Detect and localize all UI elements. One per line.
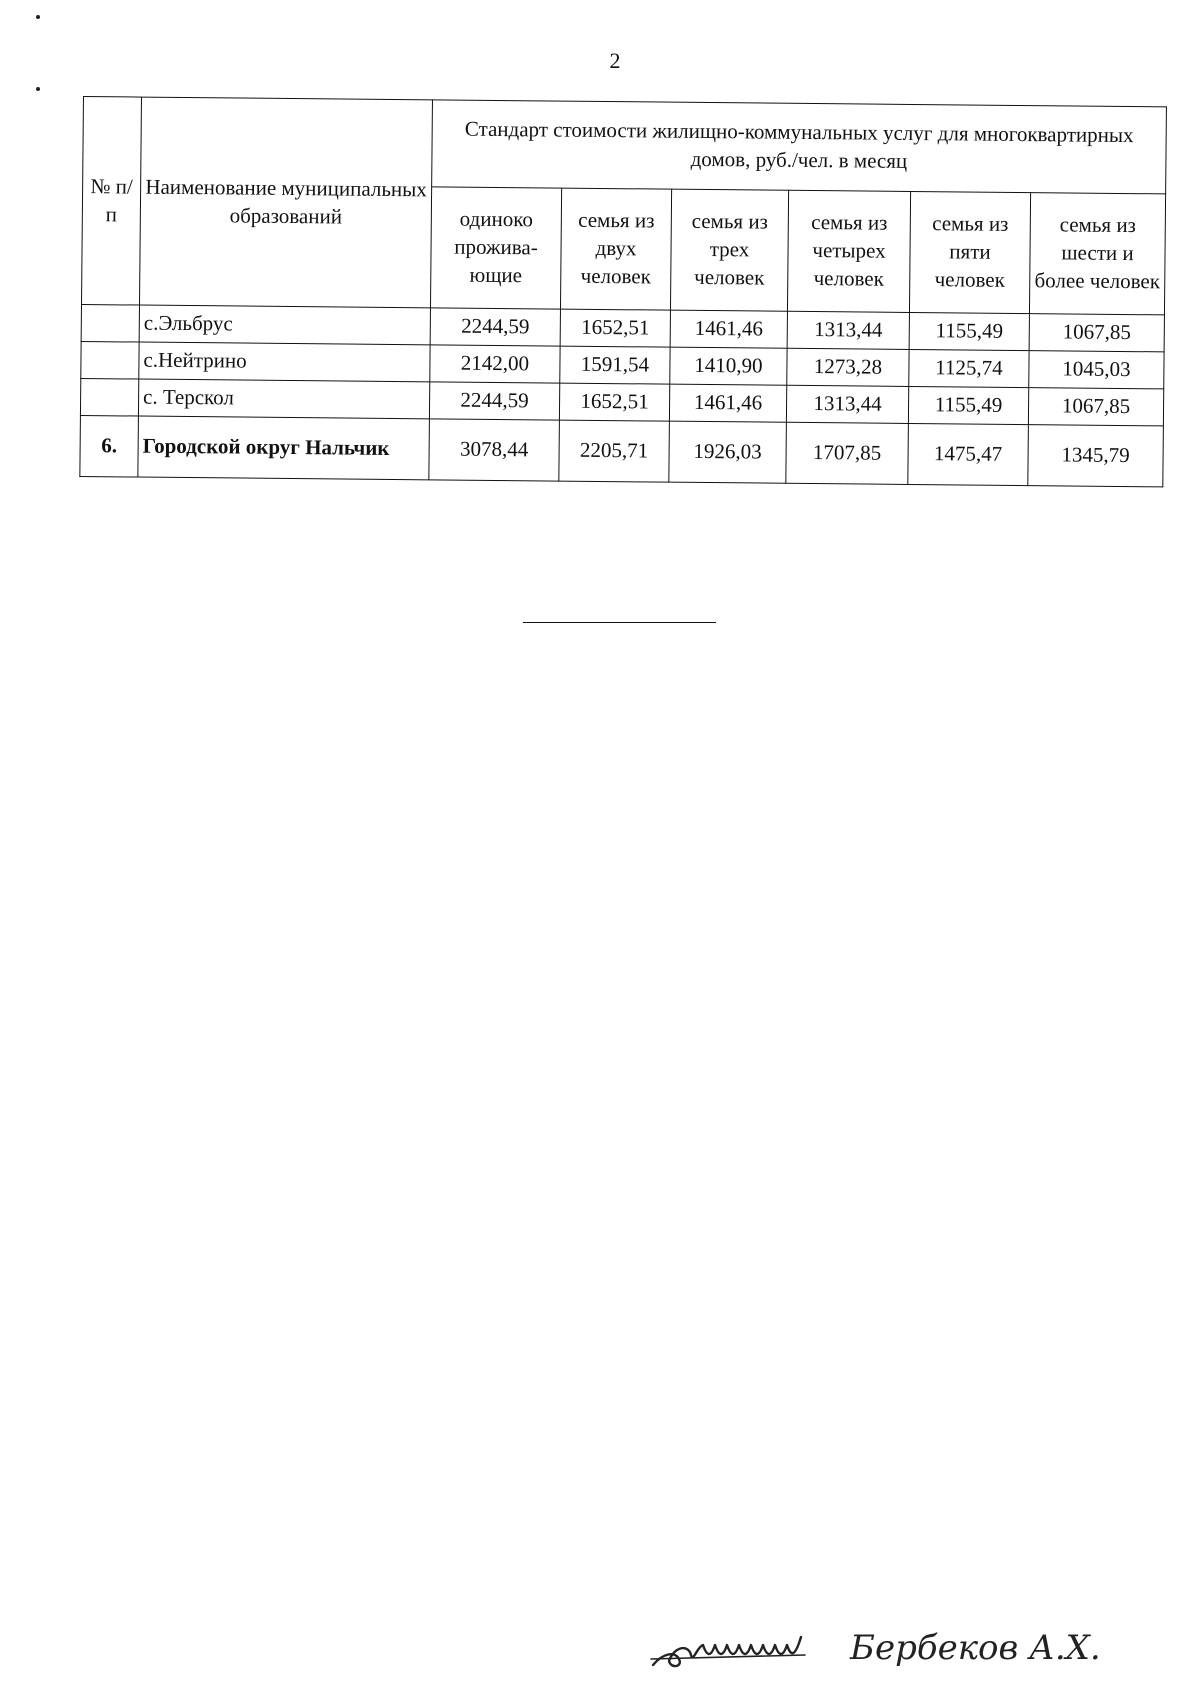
row-value: 1155,49 [909, 312, 1029, 350]
row-value: 1067,85 [1028, 388, 1163, 426]
rates-table-wrapper [79, 96, 1166, 487]
row-num [81, 304, 139, 342]
row-num: 6. [80, 415, 139, 477]
header-col-two: семья из двух человек [560, 188, 671, 310]
header-col-single: одиноко прожива-ющие [430, 187, 561, 309]
row-value: 2205,71 [559, 420, 670, 482]
row-value: 1652,51 [560, 309, 670, 347]
row-value: 1475,47 [908, 423, 1029, 485]
header-group: Стандарт стоимости жилищно-коммунальных услуг для многоквартирных домов, руб./чел. в месяц [432, 100, 1167, 194]
row-num [80, 378, 138, 416]
header-col-five: семья из пяти человек [909, 191, 1030, 313]
row-value: 1707,85 [786, 422, 909, 484]
row-name: с.Нейтрино [139, 342, 430, 382]
row-value: 1045,03 [1029, 351, 1164, 389]
rates-table [79, 96, 1167, 487]
row-value: 1155,49 [908, 386, 1028, 424]
row-value: 1926,03 [669, 421, 787, 483]
page-number: 2 [609, 48, 621, 73]
header-name: Наименование муниципальных образований [139, 97, 432, 308]
row-value: 3078,44 [429, 419, 560, 481]
row-num [81, 341, 139, 379]
row-value: 2244,59 [430, 308, 560, 346]
row-value: 2142,00 [430, 345, 560, 383]
row-name: с. Терскол [138, 379, 429, 419]
row-value: 1273,28 [787, 348, 909, 386]
table-header-row [83, 97, 1167, 194]
row-value: 1410,90 [670, 347, 787, 385]
row-value: 1313,44 [786, 385, 908, 423]
signature [645, 1615, 1115, 1675]
header-col-six: семья из шести и более человек [1029, 193, 1165, 315]
scan-speck [36, 15, 40, 19]
row-value: 1591,54 [560, 346, 670, 384]
header-col-three: семья из трех человек [670, 189, 788, 311]
row-value: 1461,46 [669, 384, 786, 422]
scan-speck [36, 87, 40, 91]
row-name: Городской округ Нальчик [138, 416, 430, 480]
header-num: № п/п [81, 97, 141, 306]
row-value: 1125,74 [909, 349, 1029, 387]
row-value: 1652,51 [559, 383, 669, 421]
row-value: 1067,85 [1029, 314, 1164, 352]
row-value: 1461,46 [670, 310, 787, 348]
row-value: 2244,59 [429, 382, 559, 420]
row-value: 1313,44 [787, 311, 909, 349]
row-name: с.Эльбрус [139, 305, 430, 345]
header-col-four: семья из четырех человек [787, 190, 910, 312]
closing-rule [523, 622, 716, 623]
table-row-total [80, 415, 1164, 486]
row-value: 1345,79 [1028, 425, 1164, 487]
signature-name: Бербеков А.Х. [850, 1628, 1101, 1668]
